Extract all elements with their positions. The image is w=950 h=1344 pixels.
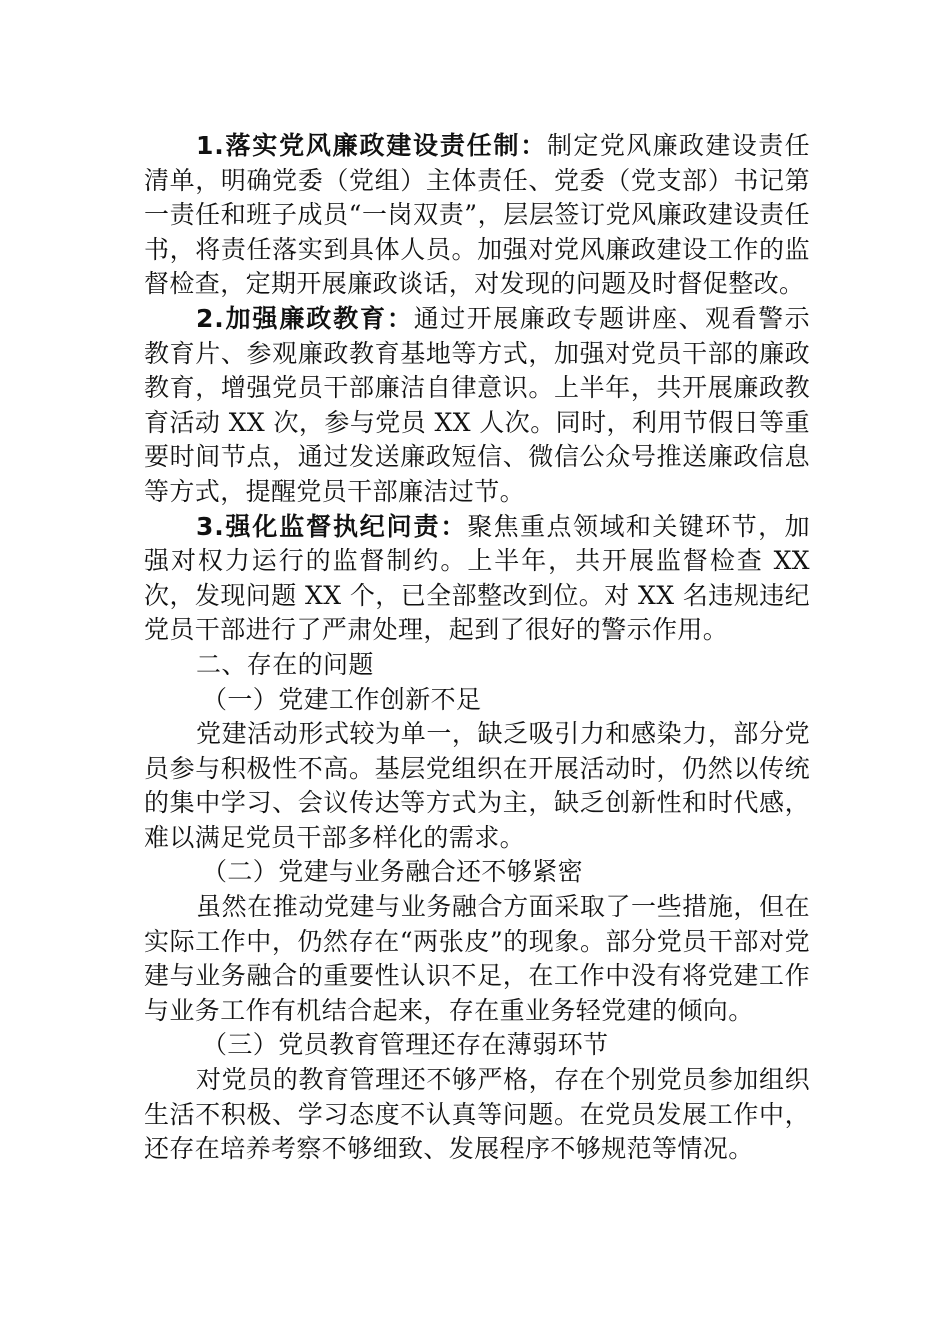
paragraph-supervision-accountability [144,510,810,648]
section-heading-problems: 二、存在的问题 [196,649,374,679]
paragraph-lead: 1.落实党风廉政建设责任制： [196,131,548,160]
subsection-body-member-management: 对党员的教育管理还不够严格，存在个别党员参加组织生活不积极、学习态度不认真等问题。在党员发展工作中，还存在培养考察不够细致、发展程序不够规范等情况。 [144,1065,810,1164]
subsection-body-integration: 虽然在推动党建与业务融合方面采取了一些措施，但在实际工作中，仍然存在“两张皮”的现象。部分党员干部对党建与业务融合的重要性认识不足，在工作中没有将党建工作与业务工作有机结合起来，存在重业务轻党建的倾向。 [144,892,810,1025]
paragraph-responsibility-system [144,129,810,302]
paragraph-body: 通过开展廉政专题讲座、观看警示教育片、参观廉政教育基地等方式，加强对党员干部的廉政教育，增强党员干部廉洁自律意识。上半年，共开展廉政教育活动 XX 次，参与党员 XX 人次。同时，利用节假日等重要时间节点，通过发送廉政短信、微信公众号推送廉政信息等方式，提醒党员干部廉洁过节。 [144,303,810,506]
paragraph-body: 制定党风廉政建设责任清单，明确党委（党组）主体责任、党委（党支部）书记第一责任和班子成员“一岗双责”，层层签订党风廉政建设责任书，将责任落实到具体人员。加强对党风廉政建设工作的监督检查，定期开展廉政谈话，对发现的问题及时督促整改。 [144,131,810,299]
subsection-title-innovation: （一）党建工作创新不足 [202,684,482,714]
subsection-title-member-management: （三）党员教育管理还存在薄弱环节 [202,1030,609,1060]
paragraph-body: 聚焦重点领域和关键环节，加强对权力运行的监督制约。上半年，共开展监督检查 XX 次，发现问题 XX 个，已全部整改到位。对 XX 名违规违纪党员干部进行了严肃处理，起到了很好的警示作用。 [144,511,811,645]
document-page [144,129,810,1167]
paragraph-lead: 3.强化监督执纪问责： [196,511,468,541]
paragraph-integrity-education [144,302,810,510]
paragraph-lead: 2.加强廉政教育： [196,303,414,333]
subsection-body-innovation: 党建活动形式较为单一，缺乏吸引力和感染力，部分党员参与积极性不高。基层党组织在开展活动时，仍然以传统的集中学习、会议传达等方式为主，缺乏创新性和时代感，难以满足党员干部多样化的需求。 [144,719,810,852]
subsection-title-integration: （二）党建与业务融合还不够紧密 [202,857,584,887]
